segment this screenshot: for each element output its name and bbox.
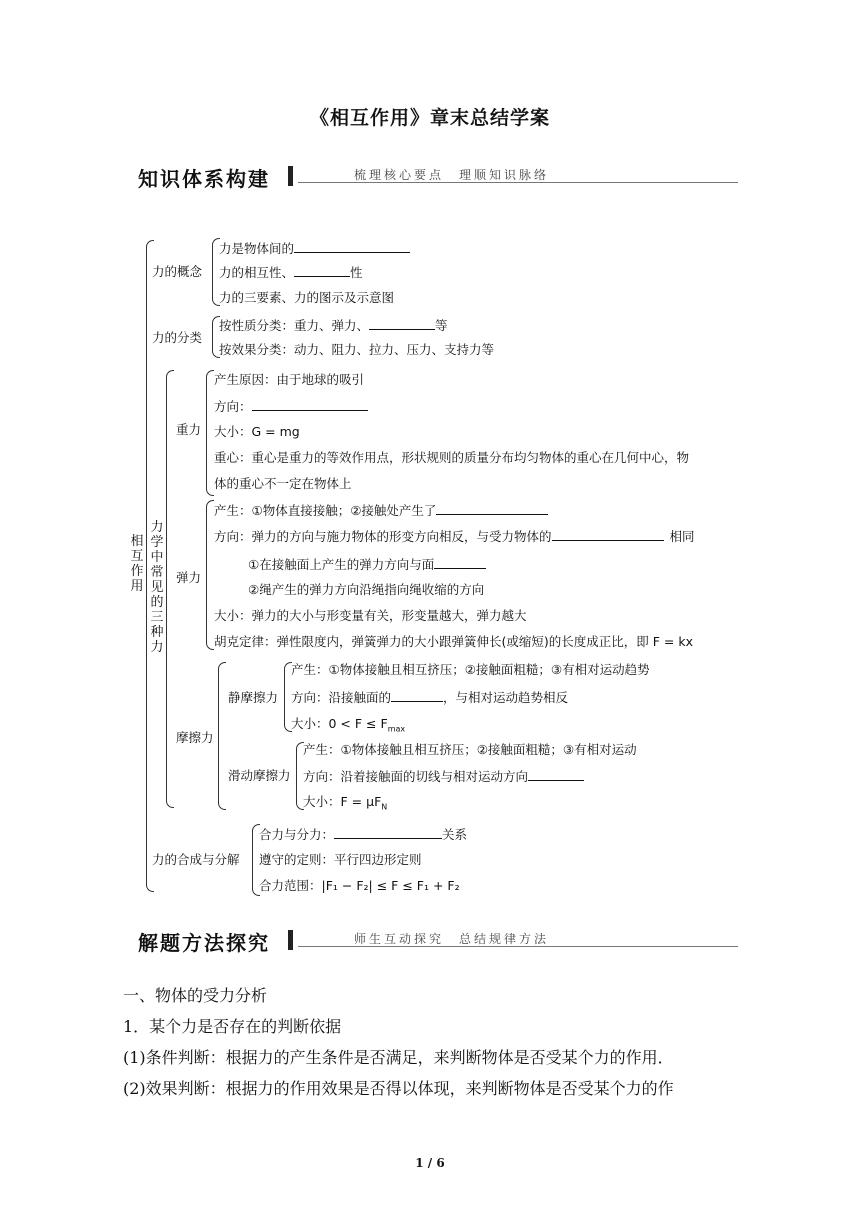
composition-line-1: 合力与分力： 关系 <box>259 827 468 842</box>
section-heading: 解题方法探究 <box>138 931 270 955</box>
static-friction-label: 静摩擦力 <box>228 690 279 705</box>
root-label: 相互作用 <box>130 534 144 594</box>
composition-line-2: 遵守的定则：平行四边形定则 <box>259 852 422 867</box>
fill-blank[interactable] <box>552 528 664 541</box>
section-header-methods <box>128 924 738 956</box>
static-line-3: 大小：$0 < F \le F_{max}$ <box>291 716 406 734</box>
fill-blank[interactable] <box>434 556 486 569</box>
section-header-knowledge <box>128 160 738 192</box>
gravity-line-1: 产生原因：由于地球的吸引 <box>214 372 365 387</box>
friction-brace <box>218 662 226 810</box>
sliding-line-3: 大小：$F = \mu F_N$ <box>303 794 388 812</box>
fill-blank[interactable] <box>528 768 584 781</box>
fill-blank[interactable] <box>334 826 442 839</box>
three-forces-brace <box>166 370 174 808</box>
sliding-line-2: 方向：沿着接触面的切线与相对运动方向 <box>303 768 584 785</box>
gravity-label: 重力 <box>176 422 202 437</box>
body-paragraph-1: (1)条件判断：根据力的产生条件是否满足，来判断物体是否受某个力的作用． <box>123 1048 674 1067</box>
fill-blank[interactable] <box>294 240 410 253</box>
elastic-brace <box>206 500 214 650</box>
fill-blank[interactable] <box>294 264 350 277</box>
section-subheading: 师生互动探究 总结规律方法 <box>354 932 550 946</box>
gravity-line-4: 重心：重心是重力的等效作用点，形状规则的质量分布均匀物体的重心在几何中心，物 <box>214 450 690 465</box>
concept-line-2: 力的相互性、 性 <box>219 265 363 280</box>
section-subheading: 梳理核心要点 理顺知识脉络 <box>354 168 550 182</box>
elastic-line-5: 大小：弹力的大小与形变量有关，形变量越大，弹力越大 <box>214 608 527 623</box>
gravity-line-3: 大小：G = mg <box>214 424 300 439</box>
sliding-friction-label: 滑动摩擦力 <box>228 768 291 783</box>
concept-line-1: 力是物体间的 <box>219 240 410 257</box>
body-heading-1: 一、物体的受力分析 <box>123 986 268 1005</box>
elastic-line-1: 产生：①物体直接接触；②接触处产生了 <box>214 502 548 519</box>
classification-line-2: 按效果分类：动力、阻力、拉力、压力、支持力等 <box>219 342 495 357</box>
classification-line-1: 按性质分类：重力、弹力、 等 <box>219 318 448 333</box>
gravity-line-5: 体的重心不一定在物体上 <box>214 476 352 491</box>
sliding-line-1: 产生：①物体接触且相互挤压；②接触面粗糙；③有相对运动 <box>303 742 637 757</box>
page-number: 1 / 6 <box>415 1156 445 1170</box>
fill-blank[interactable] <box>252 398 368 411</box>
gravity-brace <box>206 370 214 496</box>
body-paragraph-2: (2)效果判断：根据力的作用效果是否得以体现，来判断物体是否受某个力的作 <box>123 1079 674 1098</box>
three-forces-label: 力学中常见的三种力 <box>150 520 164 655</box>
page-title: 《相互作用》章末总结学案 <box>309 107 550 129</box>
elastic-line-4: ②绳产生的弹力方向沿绳指向绳收缩的方向 <box>248 582 485 597</box>
classification-label: 力的分类 <box>152 330 203 345</box>
section-bar <box>288 166 293 186</box>
concept-line-3: 力的三要素、力的图示及示意图 <box>219 290 395 305</box>
body-heading-2: 1．某个力是否存在的判断依据 <box>123 1017 342 1036</box>
fill-blank[interactable] <box>436 502 548 515</box>
elastic-line-6: 胡克定律：弹性限度内，弹簧弹力的大小跟弹簧伸长(或缩短)的长度成正比，即 F = kx <box>214 634 693 649</box>
static-line-1: 产生：①物体接触且相互挤压；②接触面粗糙；③有相对运动趋势 <box>291 662 650 677</box>
composition-label: 力的合成与分解 <box>152 852 240 867</box>
section-heading: 知识体系构建 <box>138 167 270 191</box>
friction-label: 摩擦力 <box>176 730 214 745</box>
elastic-label: 弹力 <box>176 570 202 585</box>
fill-blank[interactable] <box>391 689 443 702</box>
section-bar <box>288 930 293 950</box>
composition-line-3: 合力范围：|F₁ − F₂| ≤ F ≤ F₁ + F₂ <box>259 878 460 893</box>
elastic-line-2: 方向：弹力的方向与施力物体的形变方向相反，与受力物体的 相同 <box>214 529 695 544</box>
fill-blank[interactable] <box>369 317 435 330</box>
gravity-line-2: 方向： <box>214 398 368 415</box>
elastic-line-3: ①在接触面上产生的弹力方向与面 <box>248 556 486 573</box>
static-line-2: 方向：沿接触面的 ，与相对运动趋势相反 <box>291 690 569 705</box>
concept-label: 力的概念 <box>152 264 203 279</box>
